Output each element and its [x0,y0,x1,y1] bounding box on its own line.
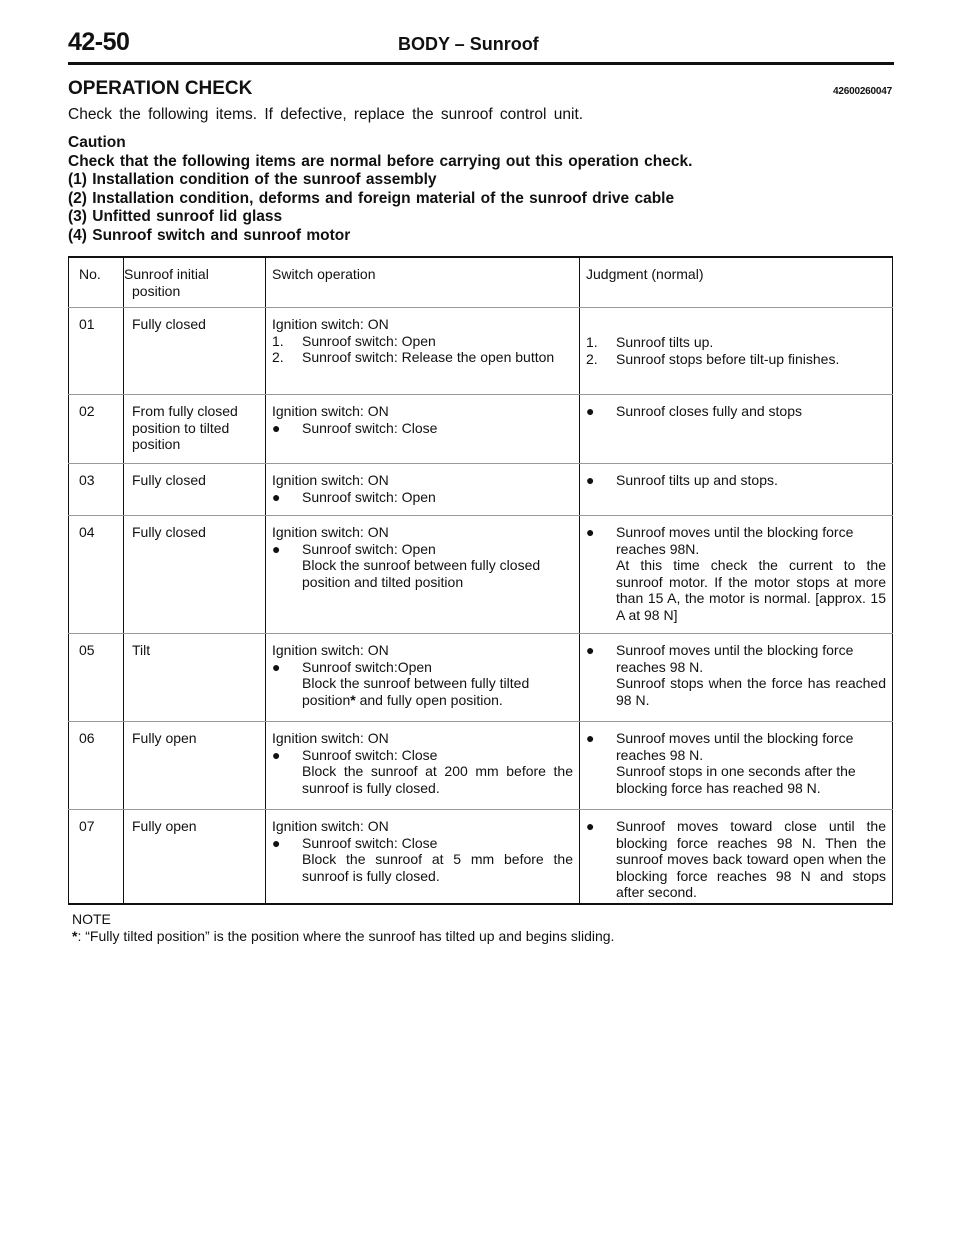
cell-no: 02 [69,395,124,464]
cell-initial-position: Fully closed [124,464,266,516]
bullet-icon: ● [586,730,595,746]
caution-heading: Caution [68,134,126,151]
switch-detail: Block the sunroof at 200 mm before the sunroof is fully closed. [302,763,573,796]
bullet-icon: ● [586,403,595,419]
bullet-icon: ● [272,746,281,763]
caution-line: (3) Unfitted sunroof lid glass [68,208,283,226]
bullet-icon: ● [272,488,281,505]
header-judgment: Judgment (normal) [580,257,893,308]
note-block [72,911,614,945]
header-no: No. [69,257,124,308]
caution-line: (4) Sunroof switch and sunroof motor [68,226,351,244]
switch-step: ● Sunroof switch: Open [272,488,436,505]
switch-detail: Block the sunroof between fully closed position and tilted position [302,557,541,590]
section-title: OPERATION CHECK [68,78,253,99]
cell-switch-operation [266,516,580,634]
switch-step: ● Sunroof switch: Close [272,834,438,851]
switch-step: ● Sunroof switch: Close [272,746,438,763]
bullet-icon: ● [272,834,281,851]
switch-head: Ignition switch: ON [272,730,389,746]
judgment-step: ● Sunroof moves until the blocking force reaches 98 N. [586,730,854,763]
cell-no: 07 [79,818,95,834]
judgment-step: ● Sunroof moves toward close until the blocking force reaches 98 N. Then the sunroof moves back toward open when the blocking force reaches 98 N and stops after second. [586,818,886,900]
header-switch-operation: Switch operation [266,257,580,308]
header-initial-position: Sunroof initial position [124,257,266,308]
page-number: 42-50 [68,28,130,56]
judgment-step: 1. Sunroof tilts up. [586,334,714,350]
judgment-detail: At this time check the current to the sunroof motor. If the motor stops at more than 15 A, the motor is normal. [approx. 15 A at 98 N] [616,557,886,623]
switch-step: 1. Sunroof switch: Open [272,332,436,349]
bullet-icon: ● [272,419,281,436]
note-body [72,928,614,945]
judgment-step: 2. Sunroof stops before tilt-up finishes. [586,350,840,367]
cell-initial-position: Fully closed [124,516,266,634]
cell-initial-position: From fully closed position to tilted position [124,395,266,464]
cell-switch-operation [266,395,580,464]
note-label: NOTE [72,911,111,927]
cell-judgment [580,464,893,516]
cell-judgment [580,308,893,395]
intro-text: Check the following items. If defective, replace the sunroof control unit. [68,106,584,123]
cell-switch-operation [266,308,580,395]
switch-head: Ignition switch: ON [272,316,389,332]
caution-line: (1) Installation condition of the sunroof assembly [68,171,437,189]
bullet-icon: ● [586,472,595,488]
cell-initial-position: Tilt [124,634,266,722]
bullet-icon: ● [586,818,595,834]
switch-detail: Block the sunroof at 5 mm before the sunroof is fully closed. [302,851,573,884]
cell-no: 06 [69,722,124,810]
table-row [69,464,893,516]
footnote-star: * [72,928,78,944]
cell-judgment [580,810,893,904]
cell-judgment [580,634,893,722]
cell-initial-position: Fully open [124,722,266,810]
judgment-step: ● Sunroof closes fully and stops [586,403,802,419]
bullet-icon: ● [586,642,595,658]
footnote-star: * [350,691,356,708]
cell-no: 01 [69,308,124,395]
table-row [69,722,893,810]
switch-step: ● Sunroof switch: Close [272,419,438,436]
table-header-row [69,257,893,308]
operation-check-table [68,256,893,905]
table-row [69,308,893,395]
caution-line: Check that the following items are normal before carrying out this operation check. [68,152,693,170]
switch-head: Ignition switch: ON [272,524,389,540]
cell-no: 04 [69,516,124,634]
cell-no: 03 [69,464,124,516]
table-row [69,634,893,722]
switch-detail: Block the sunroof between fully tilted position* and fully open position. [302,675,530,708]
switch-step: 2. Sunroof switch: Release the open button [272,349,555,365]
table-row [69,810,893,904]
cell-switch-operation [266,722,580,810]
switch-head: Ignition switch: ON [272,642,389,658]
cell-judgment [580,395,893,464]
switch-head: Ignition switch: ON [272,403,389,419]
caution-block [68,134,908,246]
judgment-step: ● Sunroof moves until the blocking force reaches 98N. [586,524,854,557]
judgment-step: ● Sunroof moves until the blocking force reaches 98 N. [586,642,854,675]
cell-switch-operation [266,464,580,516]
cell-judgment [580,516,893,634]
note-text: : “Fully tilted position” is the position where the sunroof has tilted up and begins sliding. [77,928,615,944]
judgment-detail: Sunroof stops in one seconds after the blocking force has reached 98 N. [616,763,856,796]
bullet-icon: ● [586,524,595,540]
cell-initial-position: Fully open [124,810,266,904]
section-code: 42600260047 [833,86,892,97]
switch-head: Ignition switch: ON [272,818,389,834]
judgment-detail: Sunroof stops when the force has reached 98 N. [616,675,886,708]
cell-switch-operation [266,634,580,722]
switch-step: ● Sunroof switch:Open [272,658,432,675]
page-title: BODY – Sunroof [398,34,539,54]
caution-line: (2) Installation condition, deforms and foreign material of the sunroof drive cable [68,189,675,207]
cell-initial-position: Fully closed [124,308,266,395]
bullet-icon: ● [272,658,281,675]
judgment-step: ● Sunroof tilts up and stops. [586,472,778,488]
table-row [69,395,893,464]
cell-no: 05 [69,634,124,722]
switch-head: Ignition switch: ON [272,472,389,488]
page-header [68,26,894,65]
cell-judgment [580,722,893,810]
bullet-icon: ● [272,540,281,557]
switch-step: ● Sunroof switch: Open [272,540,436,557]
cell-switch-operation [266,810,580,904]
table-row [69,516,893,634]
